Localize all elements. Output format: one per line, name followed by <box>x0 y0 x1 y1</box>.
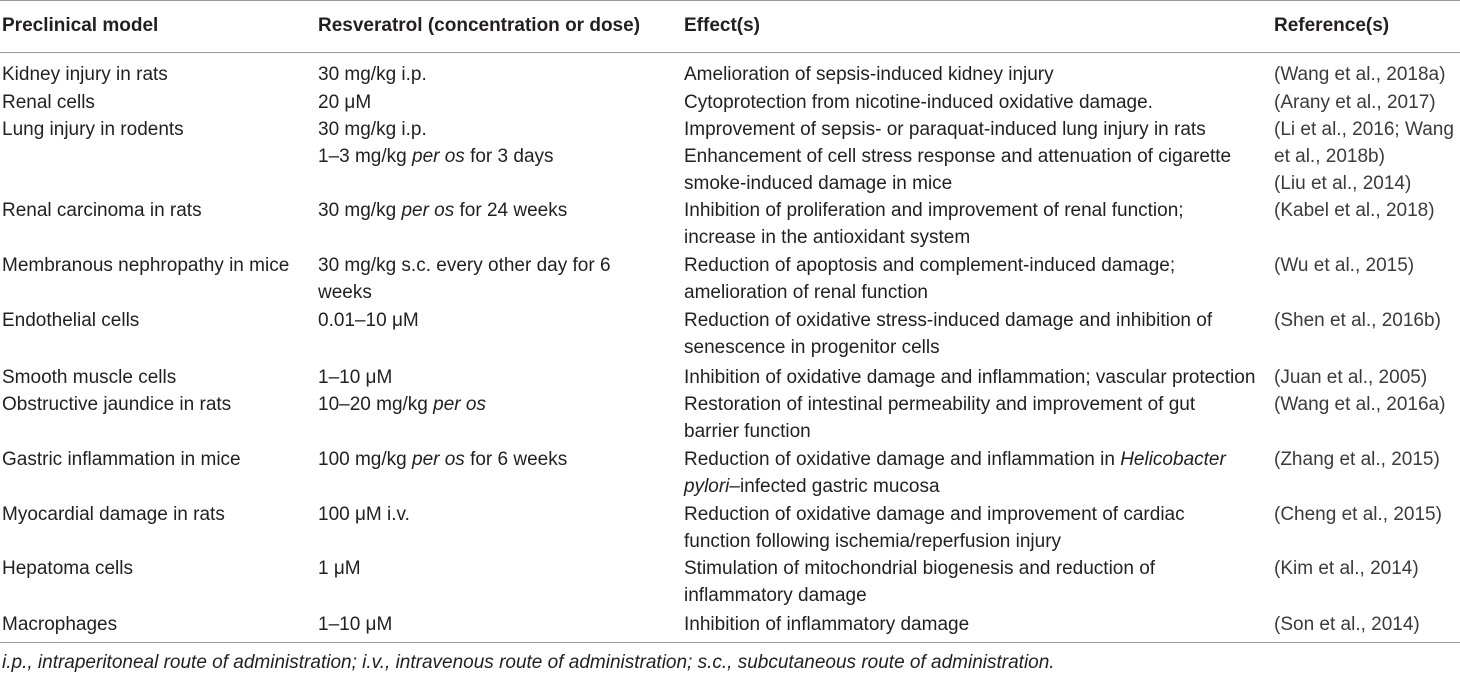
text-segment: 100 μM i.v. <box>318 504 410 525</box>
text-segment: smoke-induced damage in mice <box>684 173 953 194</box>
cell-effects <box>684 61 1054 88</box>
cell-reference <box>1274 89 1436 116</box>
cell-preclinical-model <box>2 391 231 418</box>
cell-preclinical-model <box>2 555 133 582</box>
cell-reference <box>1274 307 1441 334</box>
text-segment: Reduction of oxidative stress-induced damage and inhibition of <box>684 310 1213 331</box>
cell-effects <box>684 116 1231 197</box>
cell-line <box>318 446 567 473</box>
text-segment: per os <box>401 200 455 221</box>
cell-preclinical-model <box>2 364 176 391</box>
cell-line <box>684 555 1155 582</box>
cell-line <box>684 611 969 638</box>
cell-line: Endothelial cells <box>2 310 140 331</box>
cell-line <box>684 473 1226 500</box>
text-segment: for 6 weeks <box>464 449 568 470</box>
text-segment: for 24 weeks <box>454 200 568 221</box>
cell-line: Myocardial damage in rats <box>2 504 225 525</box>
cell-dose <box>318 501 410 528</box>
cell-preclinical-model <box>2 197 202 224</box>
cell-line: Renal carcinoma in rats <box>2 200 202 221</box>
text-segment: 30 mg/kg i.p. <box>318 119 427 140</box>
text-segment: 1–3 mg/kg <box>318 146 412 167</box>
cell-line: Macrophages <box>2 614 118 635</box>
cell-dose <box>318 555 361 582</box>
cell-line <box>318 307 419 334</box>
cell-line <box>684 334 1212 361</box>
cell-preclinical-model <box>2 116 184 143</box>
cell-line <box>684 143 1231 170</box>
cell-effects <box>684 89 1153 116</box>
cell-line <box>318 197 567 224</box>
cell-line: Lung injury in rodents <box>2 119 184 140</box>
header-references: Reference(s) <box>1274 15 1390 36</box>
text-segment: Restoration of intestinal permeability and improvement of gut <box>684 394 1196 415</box>
cell-line <box>318 364 392 391</box>
cell-effects <box>684 197 1184 251</box>
cell-line <box>318 143 554 170</box>
cell-line <box>684 89 1153 116</box>
cell-effects <box>684 555 1155 609</box>
cell-effects <box>684 611 969 638</box>
cell-line: Membranous nephropathy in mice <box>2 255 290 276</box>
reference-citation: et al., 2018b) <box>1274 146 1385 167</box>
header-effects: Effect(s) <box>684 15 761 36</box>
text-segment: Cytoprotection from nicotine-induced oxidative damage. <box>684 92 1153 113</box>
cell-reference <box>1274 252 1414 279</box>
text-segment: Reduction of oxidative damage and inflammation in <box>684 449 1121 470</box>
text-segment: Inhibition of inflammatory damage <box>684 614 970 635</box>
cell-reference <box>1274 197 1435 224</box>
cell-effects <box>684 391 1195 445</box>
cell-line: Smooth muscle cells <box>2 367 177 388</box>
cell-preclinical-model <box>2 501 225 528</box>
cell-reference <box>1274 364 1427 391</box>
cell-line <box>318 279 611 306</box>
cell-reference <box>1274 446 1440 473</box>
cell-preclinical-model <box>2 89 95 116</box>
text-segment: 1–10 μM <box>318 614 393 635</box>
text-segment: 30 mg/kg i.p. <box>318 64 427 85</box>
cell-effects <box>684 446 1226 500</box>
reference-citation: (Shen et al., 2016b) <box>1274 310 1441 331</box>
reference-citation: (Zhang et al., 2015) <box>1274 449 1440 470</box>
header-preclinical-model: Preclinical model <box>2 15 159 36</box>
text-segment: per os <box>412 146 465 167</box>
cell-dose <box>318 391 486 418</box>
reference-citation: (Wu et al., 2015) <box>1274 255 1415 276</box>
cell-line <box>684 116 1231 143</box>
cell-line <box>684 61 1054 88</box>
text-segment: 30 mg/kg <box>318 200 402 221</box>
text-segment: amelioration of renal function <box>684 282 928 303</box>
text-segment: Helicobacter <box>1120 449 1226 470</box>
cell-line <box>318 501 410 528</box>
cell-line <box>684 170 1231 197</box>
cell-line <box>684 528 1185 555</box>
text-segment: 20 μM <box>318 92 372 113</box>
text-segment: pylori <box>684 476 730 497</box>
text-segment: 1 μM <box>318 558 361 579</box>
cell-line: Obstructive jaundice in rats <box>2 394 232 415</box>
cell-preclinical-model <box>2 611 117 638</box>
cell-preclinical-model <box>2 307 139 334</box>
header-bottom-rule <box>0 52 1460 53</box>
cell-line <box>318 252 611 279</box>
cell-preclinical-model <box>2 252 289 279</box>
cell-line <box>684 224 1184 251</box>
text-segment: 1–10 μM <box>318 367 393 388</box>
table-footnote: i.p., intraperitoneal route of administration; i.v., intravenous route of administration; s.c., subcutaneous route of administration. <box>2 652 1055 673</box>
reference-citation: (Liu et al., 2014) <box>1274 173 1412 194</box>
cell-line <box>684 446 1226 473</box>
reference-citation: (Kabel et al., 2018) <box>1274 200 1435 221</box>
text-segment: weeks <box>318 282 372 303</box>
cell-effects <box>684 307 1212 361</box>
cell-line <box>318 61 427 88</box>
cell-line <box>684 364 1255 391</box>
cell-dose <box>318 364 392 391</box>
text-segment: senescence in progenitor cells <box>684 337 940 358</box>
text-segment: Reduction of oxidative damage and improvement of cardiac <box>684 504 1185 525</box>
cell-reference <box>1274 555 1419 582</box>
cell-line: Hepatoma cells <box>2 558 133 579</box>
cell-line: Kidney injury in rats <box>2 64 168 85</box>
cell-effects <box>684 364 1255 391</box>
cell-preclinical-model <box>2 446 241 473</box>
reference-citation: (Cheng et al., 2015) <box>1274 504 1442 525</box>
text-segment: for 3 days <box>464 146 554 167</box>
text-segment: Inhibition of oxidative damage and inflammation; vascular protection <box>684 367 1256 388</box>
reference-citation: (Son et al., 2014) <box>1274 614 1420 635</box>
text-segment: Amelioration of sepsis-induced kidney injury <box>684 64 1054 85</box>
reference-citation: (Juan et al., 2005) <box>1274 367 1428 388</box>
cell-reference <box>1274 611 1420 638</box>
reference-citation: (Wang et al., 2018a) <box>1274 64 1446 85</box>
cell-dose <box>318 197 567 224</box>
text-segment: 0.01–10 μM <box>318 310 419 331</box>
cell-line <box>684 197 1184 224</box>
text-segment: Enhancement of cell stress response and attenuation of cigarette <box>684 146 1232 167</box>
cell-line <box>684 252 1175 279</box>
cell-reference <box>1274 391 1445 418</box>
cell-line <box>318 611 392 638</box>
cell-line <box>684 418 1195 445</box>
cell-reference <box>1274 116 1454 197</box>
text-segment: 10–20 mg/kg <box>318 394 434 415</box>
cell-dose <box>318 61 427 88</box>
cell-line <box>684 501 1185 528</box>
cell-dose <box>318 307 419 334</box>
text-segment: barrier function <box>684 421 811 442</box>
text-segment: Stimulation of mitochondrial biogenesis and reduction of <box>684 558 1156 579</box>
text-segment: per os <box>433 394 486 415</box>
cell-line <box>318 116 554 143</box>
table-bottom-rule <box>0 642 1460 643</box>
cell-line <box>684 391 1195 418</box>
cell-dose <box>318 611 392 638</box>
text-segment: increase in the antioxidant system <box>684 227 971 248</box>
reference-citation: (Arany et al., 2017) <box>1274 92 1436 113</box>
reference-citation: (Kim et al., 2014) <box>1274 558 1419 579</box>
cell-line <box>684 582 1155 609</box>
cell-line <box>684 307 1212 334</box>
text-segment: –infected gastric mucosa <box>729 476 940 497</box>
cell-line <box>318 391 486 418</box>
header-resveratrol-dose: Resveratrol (concentration or dose) <box>318 15 641 36</box>
text-segment: per os <box>412 449 465 470</box>
cell-line: Renal cells <box>2 92 95 113</box>
cell-preclinical-model <box>2 61 168 88</box>
cell-reference <box>1274 61 1445 88</box>
cell-line <box>684 279 1175 306</box>
cell-line: Gastric inflammation in mice <box>2 449 241 470</box>
cell-reference <box>1274 501 1442 528</box>
cell-dose <box>318 446 567 473</box>
cell-line <box>318 555 361 582</box>
cell-line <box>318 89 371 116</box>
text-segment: 100 mg/kg <box>318 449 412 470</box>
text-segment: Inhibition of proliferation and improvement of renal function; <box>684 200 1184 221</box>
text-segment: 30 mg/kg s.c. every other day for 6 <box>318 255 611 276</box>
cell-dose <box>318 116 554 170</box>
text-segment: inflammatory damage <box>684 585 867 606</box>
cell-dose <box>318 89 371 116</box>
cell-effects <box>684 252 1175 306</box>
cell-dose <box>318 252 611 306</box>
cell-effects <box>684 501 1185 555</box>
text-segment: function following ischemia/reperfusion injury <box>684 531 1062 552</box>
text-segment: Reduction of apoptosis and complement-induced damage; <box>684 255 1176 276</box>
reference-citation: (Wang et al., 2016a) <box>1274 394 1446 415</box>
reference-citation: (Li et al., 2016; Wang <box>1274 119 1454 140</box>
text-segment: Improvement of sepsis- or paraquat-induced lung injury in rats <box>684 119 1206 140</box>
